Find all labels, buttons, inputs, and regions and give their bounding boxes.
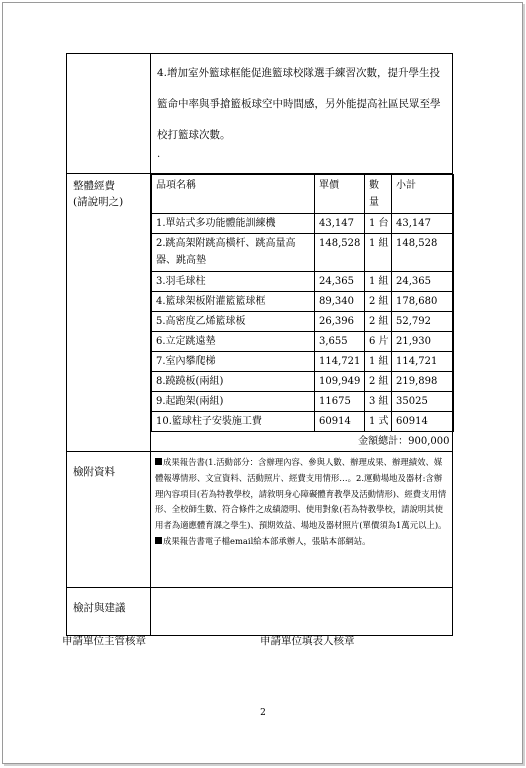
- item-subtotal: 24,365: [392, 272, 454, 292]
- item-name: 7.室內攀爬梯: [152, 352, 315, 372]
- item-name: 1.單站式多功能體能訓練機: [152, 214, 315, 234]
- budget-label-note: (請說明之): [73, 196, 124, 208]
- item-price: 11675: [315, 392, 365, 412]
- item-price: 148,528: [315, 234, 365, 272]
- item-price: 3,655: [315, 332, 365, 352]
- review-label: 檢討與建議: [73, 602, 126, 614]
- item-qty: 3 組: [365, 392, 392, 412]
- review-cell: [151, 588, 453, 636]
- budget-row: [152, 332, 454, 352]
- budget-total: 金額總計：900,000: [152, 432, 454, 452]
- item-subtotal: 43,147: [392, 214, 454, 234]
- budget-row: [152, 392, 454, 412]
- application-form-table: [66, 53, 453, 636]
- item-name: 5.高密度乙烯籃球板: [152, 312, 315, 332]
- budget-row: [152, 272, 454, 292]
- supervisor-signature-label: 申請單位主管核章: [62, 635, 146, 647]
- purpose-label-cell: [67, 54, 151, 174]
- item-price: 109,949: [315, 372, 365, 392]
- item-qty: 2 組: [365, 312, 392, 332]
- attachment-item-2: [155, 534, 448, 550]
- item-name: 8.蹺蹺板(兩組): [152, 372, 315, 392]
- item-name: 10.籃球柱子安裝施工費: [152, 412, 315, 432]
- item-subtotal: 148,528: [392, 234, 454, 272]
- item-qty: 6 片: [365, 332, 392, 352]
- budget-total-row: [152, 432, 454, 452]
- attachment-item-2-text: 成果報告書電子檔email給本部承辦人，張貼本部網站。: [163, 535, 371, 546]
- review-label-cell: [67, 588, 151, 636]
- header-unit-price: 單價: [315, 175, 365, 214]
- item-qty: 1 組: [365, 352, 392, 372]
- item-qty: 1 式: [365, 412, 392, 432]
- item-qty: 1 組: [365, 234, 392, 272]
- budget-row: [152, 214, 454, 234]
- budget-items-table: [151, 174, 454, 451]
- item-price: 60914: [315, 412, 365, 432]
- item-price: 89,340: [315, 292, 365, 312]
- checkbox-filled-icon: [155, 537, 162, 544]
- item-subtotal: 21,930: [392, 332, 454, 352]
- item-price: 24,365: [315, 272, 365, 292]
- item-name: 2.跳高架附跳高橫杆、跳高量高器、跳高墊: [152, 234, 315, 272]
- budget-row: [152, 412, 454, 432]
- header-item-name: 品項名稱: [152, 175, 315, 214]
- item-qty: 2 組: [365, 292, 392, 312]
- budget-label-cell: [67, 174, 151, 452]
- item-qty: 1 組: [365, 272, 392, 292]
- attachment-item-1-text: 成果報告書(1.活動部分：含辦理內容、參與人數、辦理成果、辦理績效、媒體報導情形、文宣資料、活動照片、經費支用情形…。2.運動場地及器材:含辦理內容項目(若為特教學校，請敘明身心障礙體育教學及活動情形)、經費支用情形、全校師生數、符合條件之成績證明、使用對象(若為特教學校，請說明其使用者為適應體育課之學生)、預期效益、場地及器材照片(單價須為1萬元以上)。: [155, 457, 447, 531]
- item-subtotal: 219,898: [392, 372, 454, 392]
- page-number: 2: [260, 708, 266, 718]
- item-price: 43,147: [315, 214, 365, 234]
- item-name: 6.立定跳遠墊: [152, 332, 315, 352]
- item-price: 26,396: [315, 312, 365, 332]
- item-qty: 2 組: [365, 372, 392, 392]
- budget-header-row: [152, 175, 454, 214]
- budget-row: [152, 234, 454, 272]
- item-subtotal: 178,680: [392, 292, 454, 312]
- budget-row: [152, 352, 454, 372]
- budget-row: [152, 372, 454, 392]
- header-subtotal: 小計: [392, 175, 454, 214]
- item-subtotal: 60914: [392, 412, 454, 432]
- budget-cell: [151, 174, 453, 452]
- purpose-dot: .: [157, 149, 161, 160]
- checkbox-filled-icon: [155, 458, 162, 465]
- item-name: 4.籃球架板附灌籃籃球框: [152, 292, 315, 312]
- budget-label: 整體經費: [73, 180, 115, 192]
- item-qty: 1 台: [365, 214, 392, 234]
- budget-row: [152, 312, 454, 332]
- item-subtotal: 35025: [392, 392, 454, 412]
- attachments-label: 檢附資料: [73, 466, 115, 478]
- attachments-label-cell: [67, 452, 151, 588]
- item-name: 9.起跑架(兩組): [152, 392, 315, 412]
- purpose-item-4: 4.增加室外籃球框能促進籃球校隊選手練習次數，提升學生投籃命中率與爭搶籃板球空中時間感，另外能提高社區民眾至學校打籃球次數。: [157, 67, 441, 141]
- purpose-cell: [151, 54, 453, 174]
- header-quantity: 數量: [365, 175, 392, 214]
- item-subtotal: 114,721: [392, 352, 454, 372]
- item-name: 3.羽毛球柱: [152, 272, 315, 292]
- item-subtotal: 52,792: [392, 312, 454, 332]
- attachments-cell: [151, 452, 453, 588]
- item-price: 114,721: [315, 352, 365, 372]
- attachment-item-1: [155, 455, 448, 534]
- budget-row: [152, 292, 454, 312]
- preparer-signature-label: 申請單位填表人核章: [260, 635, 355, 647]
